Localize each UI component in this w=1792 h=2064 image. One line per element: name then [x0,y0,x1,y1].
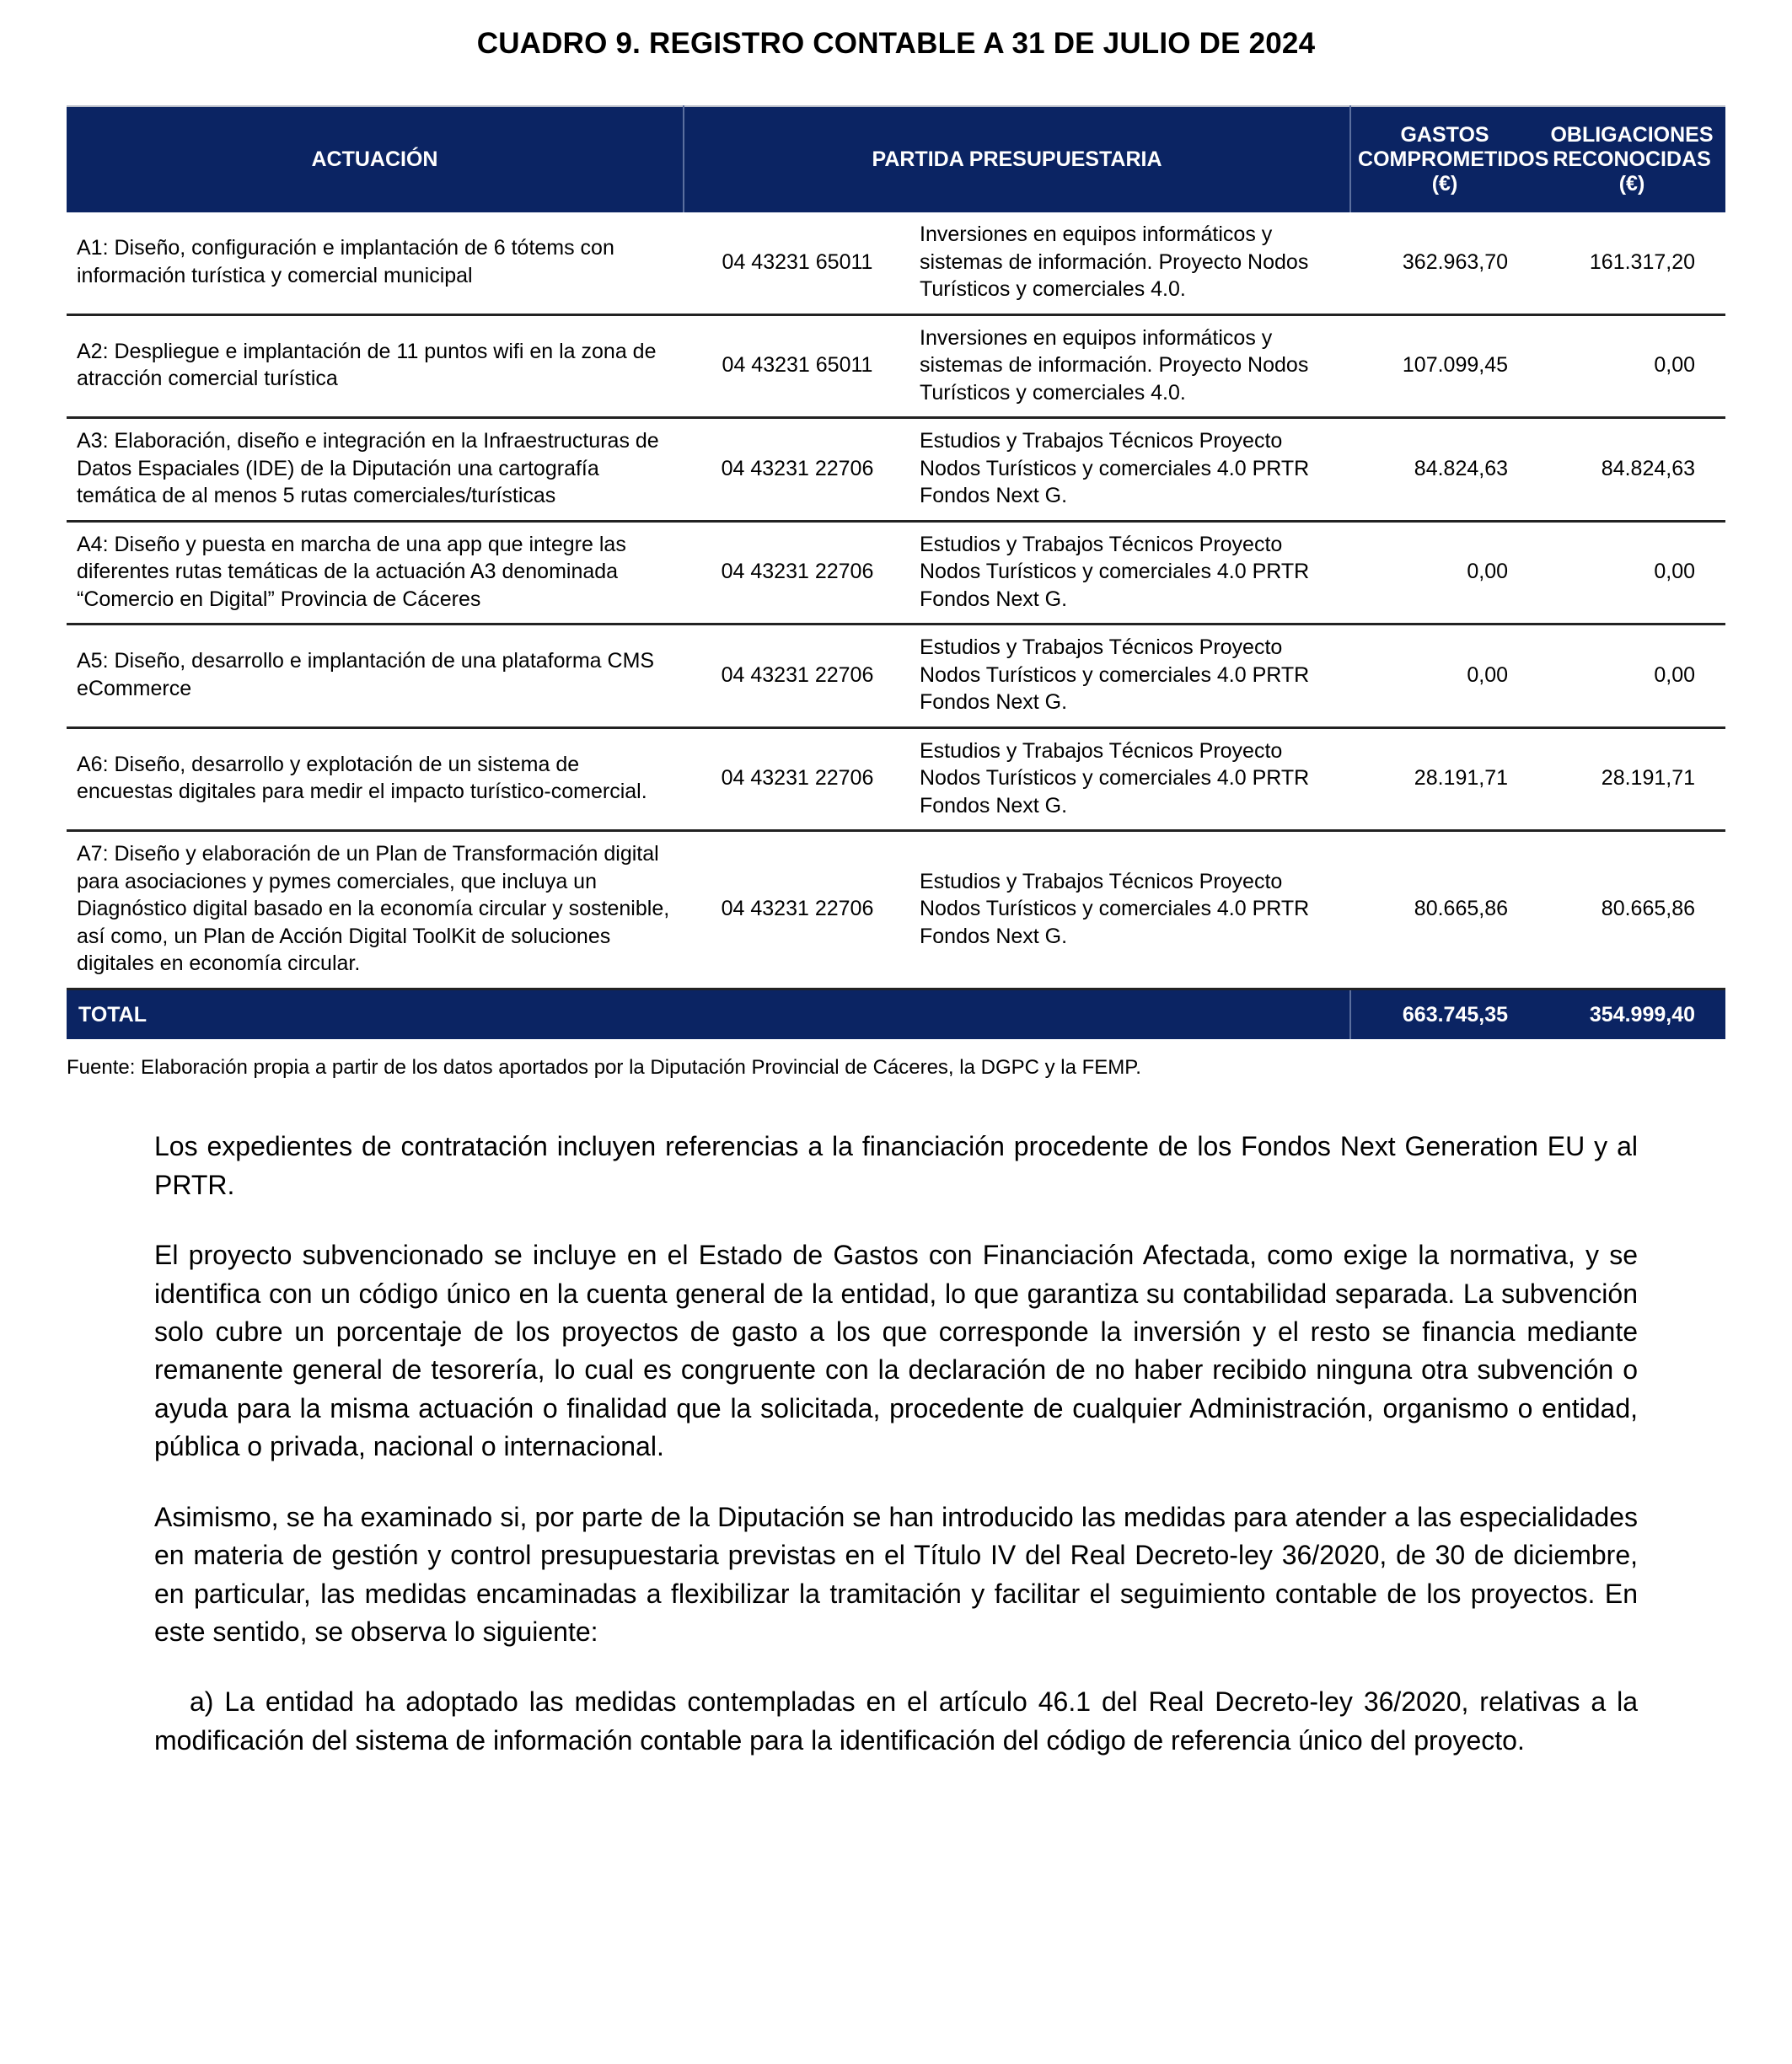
cell-actuacion: A2: Despliegue e implantación de 11 puntos wifi en la zona de atracción comercial turística [67,314,684,418]
column-header-obligaciones-line-2: RECONOCIDAS [1553,147,1711,171]
table-row [67,212,1725,314]
cell-obligaciones-reconocidas: 28.191,71 [1538,727,1725,831]
table-row [67,521,1725,625]
paragraph-fondos-next-generation: Los expedientes de contratación incluyen referencias a la financiación procedente de los Fondos Next Generation EU y al PRTR. [154,1131,1638,1200]
column-header-gastos-line-1: GASTOS [1400,122,1489,147]
cell-partida-descripcion: Estudios y Trabajos Técnicos Proyecto Nodos Turísticos y comerciales 4.0 PRTR Fondos Next G. [911,831,1350,989]
table-body [67,212,1725,1039]
registro-contable-table [67,105,1725,1039]
cell-obligaciones-reconocidas: 0,00 [1538,314,1725,418]
column-header-gastos-line-3: (€) [1431,172,1458,196]
cell-gastos-comprometidos: 0,00 [1350,625,1538,728]
column-header-obligaciones-line-1: OBLIGACIONES [1550,122,1714,147]
column-header-gastos-line-2: COMPROMETIDOS [1358,147,1549,171]
cell-gastos-comprometidos: 80.665,86 [1350,831,1538,989]
table-row [67,831,1725,989]
cell-actuacion: A7: Diseño y elaboración de un Plan de Transformación digital para asociaciones y pymes comerciales, que incluya un Diagnóstico digital basado en la economía circular y sostenible, así como, un Plan de Acción Digital ToolKit de soluciones digitales en economía circular. [67,831,684,989]
cell-partida-codigo: 04 43231 22706 [684,418,911,522]
column-header-obligaciones-line-3: (€) [1618,172,1645,196]
table-row [67,314,1725,418]
page-title: CUADRO 9. REGISTRO CONTABLE A 31 DE JULIO DE 2024 [476,27,1316,60]
table-source-note: Fuente: Elaboración propia a partir de los datos aportados por la Diputación Provincial de Cáceres, la DGPC y la FEMP. [67,1056,1141,1079]
cell-actuacion: A1: Diseño, configuración e implantación de 6 tótems con información turística y comercial municipal [67,212,684,314]
cell-gastos-comprometidos: 28.191,71 [1350,727,1538,831]
cell-obligaciones-reconocidas: 84.824,63 [1538,418,1725,522]
cell-obligaciones-reconocidas: 0,00 [1538,625,1725,728]
column-header-obligaciones-reconocidas [1538,106,1725,212]
table-row [67,418,1725,522]
cell-gastos-comprometidos: 0,00 [1350,521,1538,625]
registro-contable-table-container [67,105,1725,1039]
table-header-row [67,106,1725,212]
cell-partida-codigo: 04 43231 22706 [684,831,911,989]
cell-partida-codigo: 04 43231 65011 [684,314,911,418]
cell-actuacion: A6: Diseño, desarrollo y explotación de un sistema de encuestas digitales para medir el impacto turístico-comercial. [67,727,684,831]
paragraph-financiacion-afectada: El proyecto subvencionado se incluye en el Estado de Gastos con Financiación Afectada, como exige la normativa, y se identifica con un código único en la cuenta general de la entidad, lo que garantiza su contabilidad separada. La subvención solo cubre un porcentaje de los proyectos de gasto a los que corresponde la inversión y el resto se financia mediante remanente general de tesorería, lo cual es congruente con la declaración de no haber recibido ninguna otra subvención o ayuda para la misma actuación o finalidad que la solicitada, procedente de cualquier Administración, organismo o entidad, pública o privada, nacional o internacional. [154,1240,1638,1462]
table-row [67,727,1725,831]
cell-obligaciones-reconocidas: 0,00 [1538,521,1725,625]
paragraph-item-a: a) La entidad ha adoptado las medidas contempladas en el artículo 46.1 del Real Decreto-ley 36/2020, relativas a la modificación del sistema de información contable para la identificación del código de referencia único del proyecto. [154,1686,1638,1756]
column-header-partida-presupuestaria: PARTIDA PRESUPUESTARIA [684,106,1350,212]
cell-partida-codigo: 04 43231 22706 [684,727,911,831]
cell-gastos-comprometidos: 84.824,63 [1350,418,1538,522]
cell-partida-codigo: 04 43231 22706 [684,521,911,625]
cell-partida-descripcion: Estudios y Trabajos Técnicos Proyecto Nodos Turísticos y comerciales 4.0 PRTR Fondos Next G. [911,727,1350,831]
cell-partida-codigo: 04 43231 22706 [684,625,911,728]
cell-partida-descripcion: Estudios y Trabajos Técnicos Proyecto Nodos Turísticos y comerciales 4.0 PRTR Fondos Next G. [911,625,1350,728]
body-text-section [154,1128,1638,1760]
cell-partida-codigo: 04 43231 65011 [684,212,911,314]
column-header-actuacion: ACTUACIÓN [67,106,684,212]
cell-actuacion: A4: Diseño y puesta en marcha de una app que integre las diferentes rutas temáticas de la actuación A3 denominada “Comercio en Digital” Provincia de Cáceres [67,521,684,625]
cell-partida-descripcion: Inversiones en equipos informáticos y sistemas de información. Proyecto Nodos Turísticos y comerciales 4.0. [911,212,1350,314]
cell-actuacion: A3: Elaboración, diseño e integración en la Infraestructuras de Datos Espaciales (IDE) de la Diputación una cartografía temática de al menos 5 rutas comerciales/turísticas [67,418,684,522]
cell-total-gastos-comprometidos: 663.745,35 [1350,989,1538,1039]
cell-partida-descripcion: Inversiones en equipos informáticos y sistemas de información. Proyecto Nodos Turísticos y comerciales 4.0. [911,314,1350,418]
cell-total-label: TOTAL [67,989,1350,1039]
column-header-gastos-comprometidos [1350,106,1549,212]
paragraph-medidas-titulo-iv: Asimismo, se ha examinado si, por parte de la Diputación se han introducido las medidas para atender a las especialidades en materia de gestión y control presupuestaria previstas en el Título IV del Real Decreto-ley 36/2020, de 30 de diciembre, en particular, las medidas encaminadas a flexibilizar la tramitación y facilitar el seguimiento contable de los proyectos. En este sentido, se observa lo siguiente: [154,1501,1638,1647]
cell-obligaciones-reconocidas: 161.317,20 [1538,212,1725,314]
cell-actuacion: A5: Diseño, desarrollo e implantación de una plataforma CMS eCommerce [67,625,684,728]
table-row [67,625,1725,728]
cell-partida-descripcion: Estudios y Trabajos Técnicos Proyecto Nodos Turísticos y comerciales 4.0 PRTR Fondos Next G. [911,418,1350,522]
cell-gastos-comprometidos: 362.963,70 [1350,212,1538,314]
cell-gastos-comprometidos: 107.099,45 [1350,314,1538,418]
table-header [67,106,1725,212]
cell-obligaciones-reconocidas: 80.665,86 [1538,831,1725,989]
cell-partida-descripcion: Estudios y Trabajos Técnicos Proyecto Nodos Turísticos y comerciales 4.0 PRTR Fondos Next G. [911,521,1350,625]
cell-total-obligaciones-reconocidas: 354.999,40 [1538,989,1725,1039]
table-total-row [67,989,1725,1039]
